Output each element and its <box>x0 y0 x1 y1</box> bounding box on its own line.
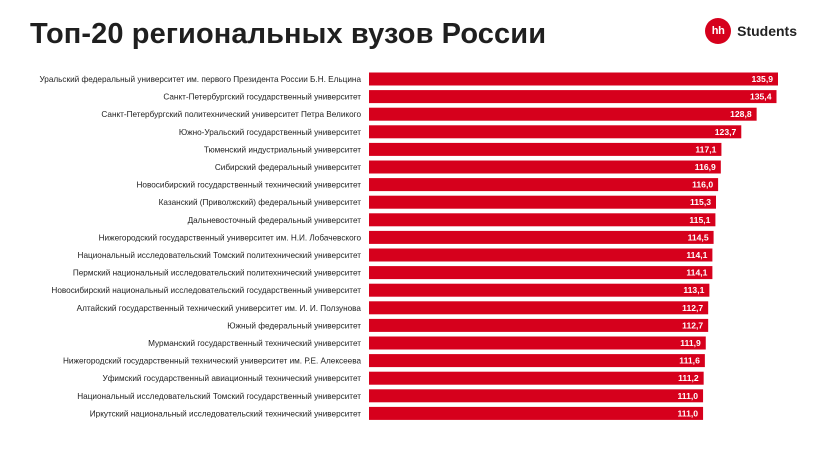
bar <box>369 196 716 209</box>
bar <box>369 407 703 420</box>
hh-logo-icon: hh <box>705 18 731 44</box>
category-label: Иркутский национальный исследовательский технический университет <box>89 409 361 419</box>
bar <box>369 354 705 367</box>
category-label: Новосибирский национальный исследовательский государственный университет <box>51 286 361 296</box>
category-label: Сибирский федеральный университет <box>214 163 361 172</box>
value-label: 112,7 <box>682 320 704 331</box>
bar <box>369 125 741 138</box>
bar <box>369 108 757 121</box>
category-label: Алтайский государственный технический университет им. И. И. Ползунова <box>76 303 361 313</box>
category-label: Пермский национальный исследовательский политехнический университет <box>72 268 361 278</box>
value-label: 113,1 <box>683 285 705 296</box>
bar <box>369 73 778 86</box>
bar <box>369 284 709 297</box>
bar <box>369 389 703 402</box>
value-label: 111,6 <box>679 355 700 366</box>
value-label: 135,4 <box>749 91 772 102</box>
value-label: 114,5 <box>687 232 709 243</box>
value-label: 116,0 <box>692 179 714 190</box>
value-label: 116,9 <box>694 162 716 172</box>
bar <box>369 319 708 332</box>
value-label: 135,9 <box>751 74 773 84</box>
bar <box>369 90 776 103</box>
brand-name: Students <box>737 23 797 39</box>
category-label: Санкт-Петербургский политехнический университет Петра Великого <box>101 110 361 120</box>
bar <box>369 301 708 314</box>
bar <box>369 213 715 226</box>
category-label: Нижегородский государственный технический университет им. Р.Е. Алексеева <box>62 356 361 366</box>
category-label: Уральский федеральный университет им. первого Президента России Б.Н. Ельцина <box>39 75 361 84</box>
category-label: Новосибирский государственный технический университет <box>136 180 361 190</box>
value-label: 111,2 <box>678 373 699 384</box>
value-label: 117,1 <box>695 144 717 155</box>
bar <box>369 337 706 350</box>
value-label: 115,1 <box>689 214 711 225</box>
category-label: Уфимский государственный авиационный технический университет <box>102 374 361 384</box>
category-label: Дальневосточный федеральный университет <box>187 215 361 225</box>
category-label: Мурманский государственный технический университет <box>148 339 361 348</box>
value-label: 128,8 <box>730 109 752 120</box>
bar <box>369 231 714 244</box>
bar <box>369 161 721 174</box>
category-label: Южный федеральный университет <box>227 321 361 331</box>
category-label: Нижегородский государственный университет им. Н.И. Лобачевского <box>98 233 361 243</box>
page-title: Топ-20 региональных вузов России <box>30 18 547 50</box>
value-label: 114,1 <box>686 267 708 278</box>
bar <box>369 249 712 262</box>
category-label: Казанский (Приволжский) федеральный университет <box>158 198 361 208</box>
bar <box>369 143 721 156</box>
category-label: Санкт-Петербургский государственный университет <box>163 92 361 102</box>
bar <box>369 266 712 279</box>
value-label: 114,1 <box>686 250 708 260</box>
value-label: 115,3 <box>689 197 712 208</box>
value-label: 111,0 <box>677 408 699 419</box>
bar <box>369 372 704 385</box>
category-label: Тюменский индустриальный университет <box>203 145 361 155</box>
category-label: Южно-Уральский государственный университет <box>178 127 361 137</box>
category-label: Национальный исследовательский Томский государственный университет <box>77 391 361 401</box>
value-label: 111,0 <box>677 390 699 401</box>
value-label: 112,7 <box>682 302 704 313</box>
category-label: Национальный исследовательский Томский политехнический университет <box>77 251 361 260</box>
value-label: 123,7 <box>714 126 737 137</box>
bar <box>369 178 718 191</box>
value-label: 111,9 <box>680 338 701 348</box>
